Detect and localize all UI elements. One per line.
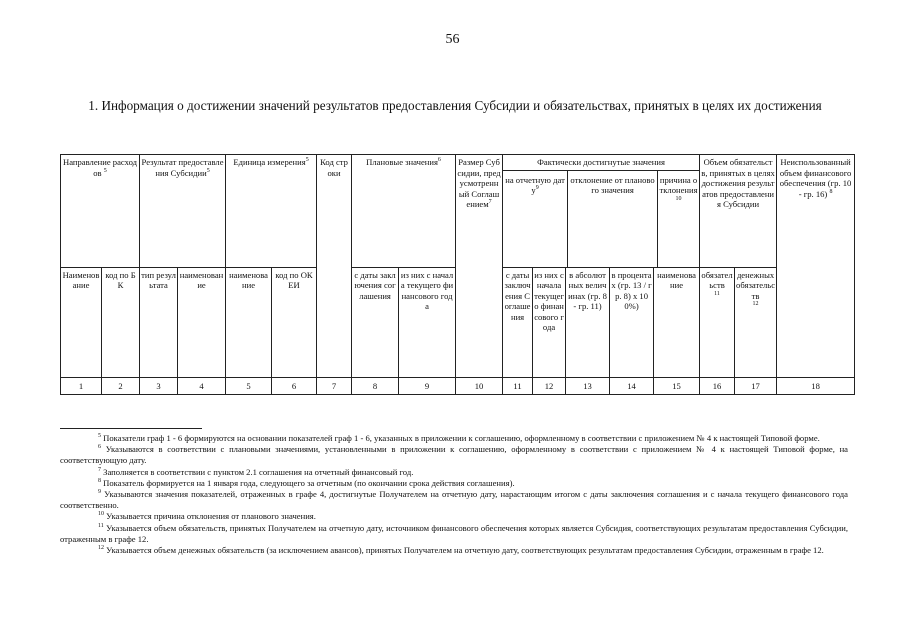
column-number: 6 — [272, 377, 317, 395]
header-razmer: Размер Субсидии, предусмотренный Соглашением$^7$ — [456, 155, 503, 378]
header-obem: Объем обязательств, принятых в целях достижения результатов предоставления Субсидии — [700, 155, 777, 268]
header-c14: в процентах (гр. 13 / гр. 8) x 100%) — [610, 267, 654, 377]
column-number: 10 — [456, 377, 503, 395]
header-fakt-label: Фактически достигнутые значения — [503, 155, 699, 171]
header-otklonenie: отклонение от планового значения — [568, 171, 658, 267]
header-napravlenie: Направление расходов $^5$ — [61, 155, 140, 268]
footnotes — [60, 433, 848, 556]
header-c16: обязательств $^{11}$ — [700, 267, 735, 377]
header-c11: с даты заключения Соглашения — [503, 267, 533, 377]
column-number: 13 — [566, 377, 610, 395]
footnote-separator — [60, 428, 202, 429]
header-c4: наименование — [178, 267, 226, 377]
header-edinica: Единица измерения$^5$ — [226, 155, 317, 268]
footnote: $^9$ Указываются значения показателей, отраженных в графе 4, достигнутые Получателем на отчетную дату, нарастающим итогом с даты заключения соглашения и с начала текущего финансового года соответственно. — [60, 489, 848, 511]
footnote: $^{10}$ Указывается причина отклонения от планового значения. — [98, 511, 316, 522]
column-number: 3 — [140, 377, 178, 395]
footnote: $^5$ Показатели граф 1 - 6 формируются на основании показателей граф 1 - 6, указанных в приложении к соглашению, оформленному в соответствии с приложением № 4 к настоящей Типовой форме. — [98, 433, 820, 443]
footnote: $^{11}$ Указывается объем обязательств, принятых Получателем на отчетную дату, источником финансового обеспечения которых является Субсидия, соответствующих результатам предоставления Субсидии, отраженным в графе 12. — [60, 522, 848, 544]
header-fakt-sub — [503, 171, 699, 267]
column-number: 4 — [178, 377, 226, 395]
header-c6: код по ОКЕИ — [272, 267, 317, 377]
header-neispolz: Неиспользованный объем финансового обеспечения (гр. 10 - гр. 16) $^8$ — [777, 155, 855, 378]
footnote: $^{12}$ Указывается объем денежных обязательств (за исключением авансов), принятых Получателем на отчетную дату, соответствующих результатам предоставления Субсидии, отраженным в графе 12. — [98, 545, 824, 556]
column-number: 12 — [533, 377, 566, 395]
report-table — [60, 154, 855, 395]
header-c2: код по БК — [102, 267, 140, 377]
column-number: 8 — [352, 377, 399, 395]
header-c1: Наименование — [61, 267, 102, 377]
column-number: 9 — [399, 377, 456, 395]
header-rezultat: Результат предоставления Субсидии$^5$ — [140, 155, 226, 268]
column-number: 14 — [610, 377, 654, 395]
header-na-datu: на отчетную дату$^9$ — [503, 171, 568, 267]
column-number: 18 — [777, 377, 855, 395]
header-c15: наименование — [654, 267, 700, 377]
header-c12: из них с начала текущего финансового года — [533, 267, 566, 377]
column-number: 17 — [735, 377, 777, 395]
header-fakt — [503, 155, 700, 268]
column-number: 1 — [61, 377, 102, 395]
footnote: $^8$ Показатель формируется на 1 января года, следующего за отчетным (по окончании срока действия соглашения). — [98, 477, 515, 488]
page-number: 56 — [445, 32, 460, 47]
header-plan: Плановые значения$^6$ — [352, 155, 456, 268]
header-c8: с даты заключения соглашения — [352, 267, 399, 377]
column-number: 7 — [317, 377, 352, 395]
column-number: 5 — [226, 377, 272, 395]
column-number: 2 — [102, 377, 140, 395]
column-number-row — [61, 377, 855, 395]
column-number: 16 — [700, 377, 735, 395]
header-c5: наименование — [226, 267, 272, 377]
section-title: 1. Информация о достижении значений результатов предоставления Субсидии и обязательствах, принятых в целях их достижения — [88, 98, 822, 113]
footnote: $^6$ Указываются в соответствии с плановыми значениями, установленными в приложении к соглашению, оформленному в соответствии с приложением № 4 к настоящей Типовой форме, на соответствующую дату. — [60, 444, 848, 466]
header-row-1 — [61, 155, 855, 268]
header-c17: денежных обязательств $^{12}$ — [735, 267, 777, 377]
header-c9: из них с начала текущего финансового года — [399, 267, 456, 377]
header-c13: в абсолютных величинах (гр. 8 - гр. 11) — [566, 267, 610, 377]
header-c3: тип результата — [140, 267, 178, 377]
column-number: 11 — [503, 377, 533, 395]
header-prichina: причина отклонения $^{10}$ — [659, 174, 698, 202]
footnote: $^7$ Заполняется в соответствии с пунктом 2.1 соглашения на отчетный финансовый год. — [98, 466, 414, 477]
header-kod-stroki: Код строки — [317, 155, 352, 378]
column-number: 15 — [654, 377, 700, 395]
